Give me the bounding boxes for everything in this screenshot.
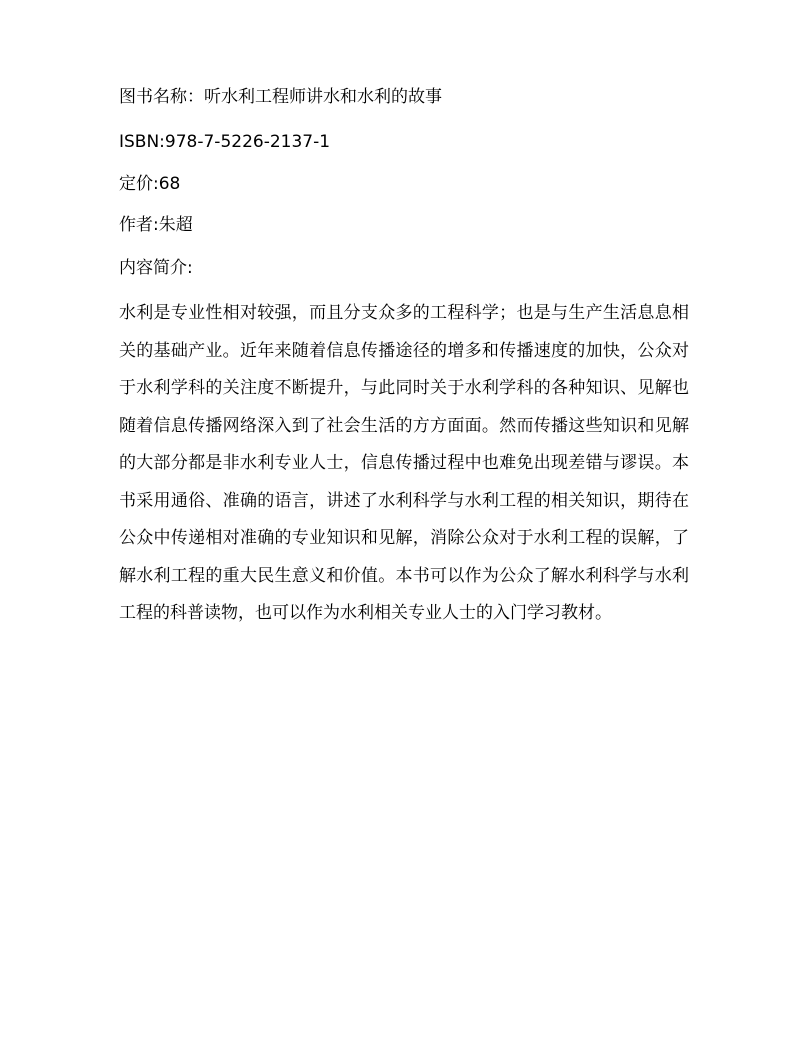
- book-author: 作者:朱超: [119, 215, 193, 235]
- book-price: 定价:68: [119, 174, 181, 194]
- book-summary: 水利是专业性相对较强，而且分支众多的工程科学；也是与生产生活息息相关的基础产业。近年来随着信息传播途径的增多和传播速度的加快，公众对于水利学科的关注度不断提升，与此同时关于水利学科的各种知识、见解也随着信息传播网络深入到了社会生活的方方面面。然而传播这些知识和见解的大部分都是非水利专业人士，信息传播过程中也难免出现差错与谬误。本书采用通俗、准确的语言，讲述了水利科学与水利工程的相关知识，期待在公众中传递相对准确的专业知识和见解，消除公众对于水利工程的误解，了解水利工程的重大民生意义和价值。本书可以作为公众了解水利科学与水利工程的科普读物，也可以作为水利相关专业人士的入门学习教材。: [119, 303, 689, 623]
- book-isbn: ISBN:978-7-5226-2137-1: [119, 132, 331, 152]
- book-title: 图书名称：听水利工程师讲水和水利的故事: [119, 87, 442, 107]
- intro-heading: 内容简介:: [119, 258, 193, 278]
